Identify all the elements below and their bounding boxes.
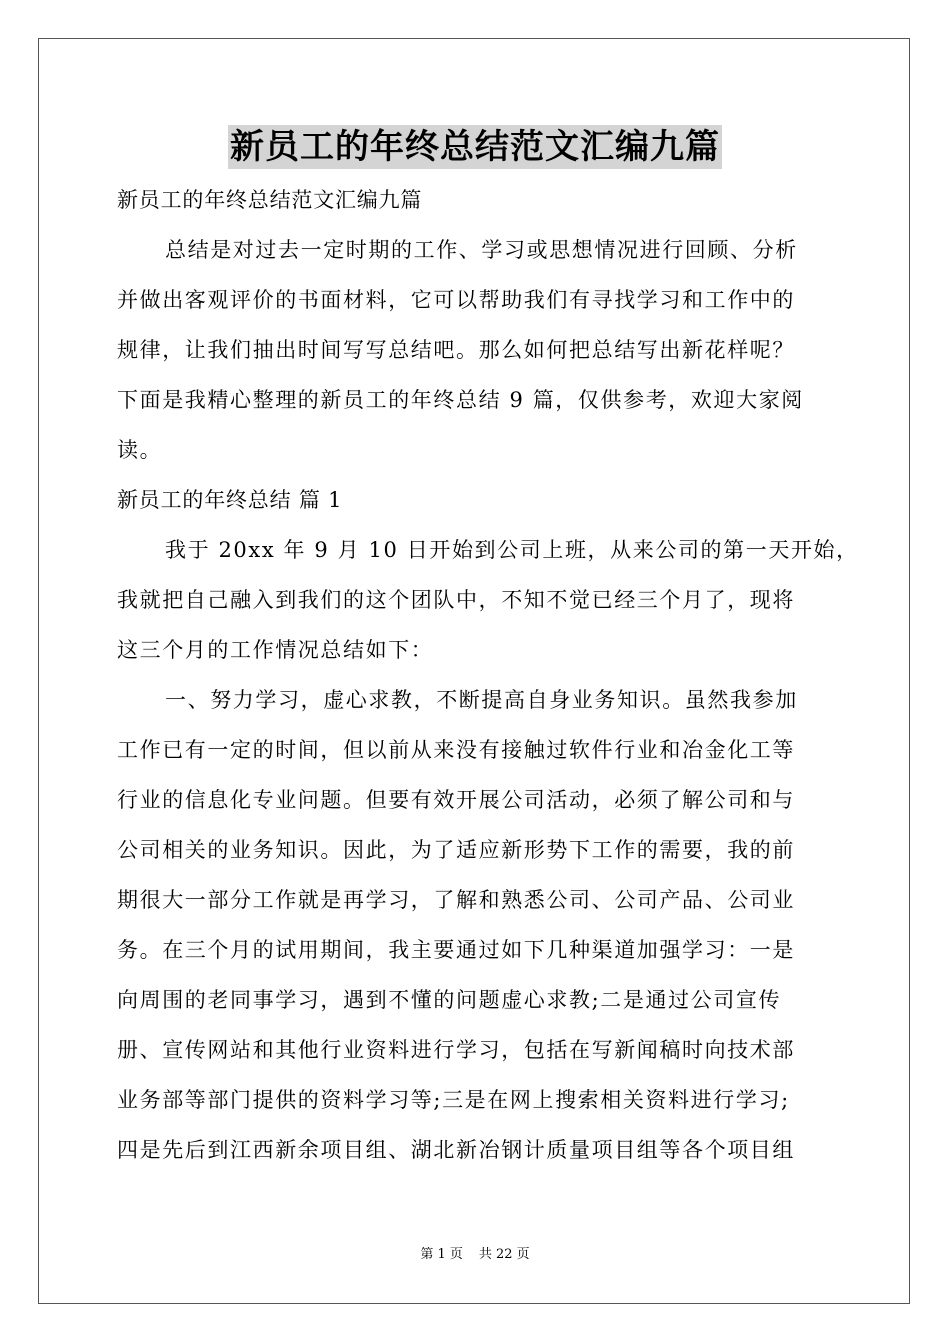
body-text-line: 一、努力学习，虚心求教，不断提高自身业务知识。虽然我参加 <box>165 688 798 712</box>
title-wrap <box>0 125 950 169</box>
section-heading: 新员工的年终总结 篇 1 <box>117 488 343 512</box>
page-number: 第 1 页 <box>420 1247 463 1262</box>
body-text-line: 下面是我精心整理的新员工的年终总结 9 篇，仅供参考，欢迎大家阅 <box>117 388 804 412</box>
body-text-line: 我就把自己融入到我们的这个团队中，不知不觉已经三个月了，现将 <box>117 588 795 612</box>
body-text-line: 我于 20xx 年 9 月 10 日开始到公司上班，从来公司的第一天开始， <box>165 538 859 562</box>
document-body <box>117 175 859 1175</box>
body-text-line: 册、宣传网站和其他行业资料进行学习，包括在写新闻稿时向技术部 <box>117 1038 795 1062</box>
body-text-line: 工作已有一定的时间，但以前从来没有接触过软件行业和冶金化工等 <box>117 738 795 762</box>
body-text-line: 规律，让我们抽出时间写写总结吧。那么如何把总结写出新花样呢？ <box>117 338 795 362</box>
body-text-line: 四是先后到江西新余项目组、湖北新冶钢计质量项目组等各个项目组 <box>117 1138 795 1162</box>
section-heading: 新员工的年终总结范文汇编九篇 <box>117 188 423 212</box>
body-text-line: 业务部等部门提供的资料学习等;三是在网上搜索相关资料进行学习; <box>117 1088 790 1112</box>
body-text-line: 公司相关的业务知识。因此，为了适应新形势下工作的需要，我的前 <box>117 838 795 862</box>
body-text-line: 这三个月的工作情况总结如下： <box>117 638 434 662</box>
body-text-line: 期很大一部分工作就是再学习，了解和熟悉公司、公司产品、公司业 <box>117 888 795 912</box>
body-text-line: 读。 <box>117 438 163 462</box>
body-text-line: 向周围的老同事学习，遇到不懂的问题虚心求教;二是通过公司宣传 <box>117 988 782 1012</box>
document-title: 新员工的年终总结范文汇编九篇 <box>230 127 720 167</box>
body-text-line: 总结是对过去一定时期的工作、学习或思想情况进行回顾、分析 <box>165 238 798 262</box>
page-footer <box>0 1246 950 1264</box>
body-text-line: 行业的信息化专业问题。但要有效开展公司活动，必须了解公司和与 <box>117 788 795 812</box>
body-text-line: 务。在三个月的试用期间，我主要通过如下几种渠道加强学习：一是 <box>117 938 795 962</box>
body-text-line: 并做出客观评价的书面材料，它可以帮助我们有寻找学习和工作中的 <box>117 288 795 312</box>
page-total: 共 22 页 <box>478 1247 530 1262</box>
